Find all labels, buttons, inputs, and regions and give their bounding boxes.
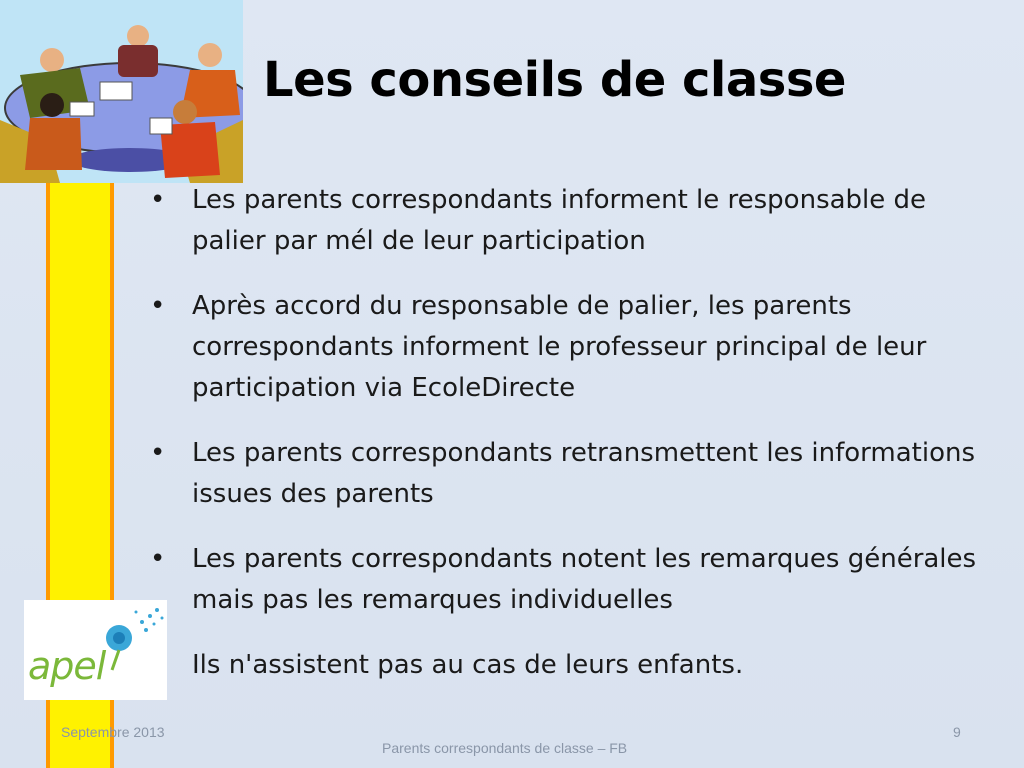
apel-logo-text: apel — [28, 644, 106, 688]
bullet-list — [150, 180, 990, 710]
bullet-text: Après accord du responsable de palier, les parents correspondants informent le professeur principal de leur participation via EcoleDirecte — [192, 291, 927, 403]
bullet-text: Les parents correspondants notent les remarques générales mais pas les remarques individuelles — [192, 544, 977, 615]
bullet-glyph: • — [150, 544, 166, 574]
bullet-item — [150, 286, 990, 409]
footer-date: Septembre 2013 — [61, 724, 165, 740]
bullet-item — [150, 645, 990, 686]
bullet-item — [150, 433, 990, 515]
bullet-item — [150, 539, 990, 621]
apel-logo — [24, 600, 167, 700]
slide-title: Les conseils de classe — [263, 52, 846, 108]
page-number: 9 — [953, 724, 961, 740]
bullet-text: Ils n'assistent pas au cas de leurs enfants. — [192, 650, 744, 680]
bullet-glyph: • — [150, 291, 166, 321]
bullet-item — [150, 180, 990, 262]
bullet-text: Les parents correspondants retransmettent les informations issues des parents — [192, 438, 976, 509]
footer-caption: Parents correspondants de classe – FB — [382, 740, 628, 756]
bullet-glyph: • — [150, 185, 166, 215]
meeting-clipart-icon — [0, 0, 243, 183]
bullet-glyph: • — [150, 438, 166, 468]
bullet-text: Les parents correspondants informent le responsable de palier par mél de leur participation — [192, 185, 927, 256]
